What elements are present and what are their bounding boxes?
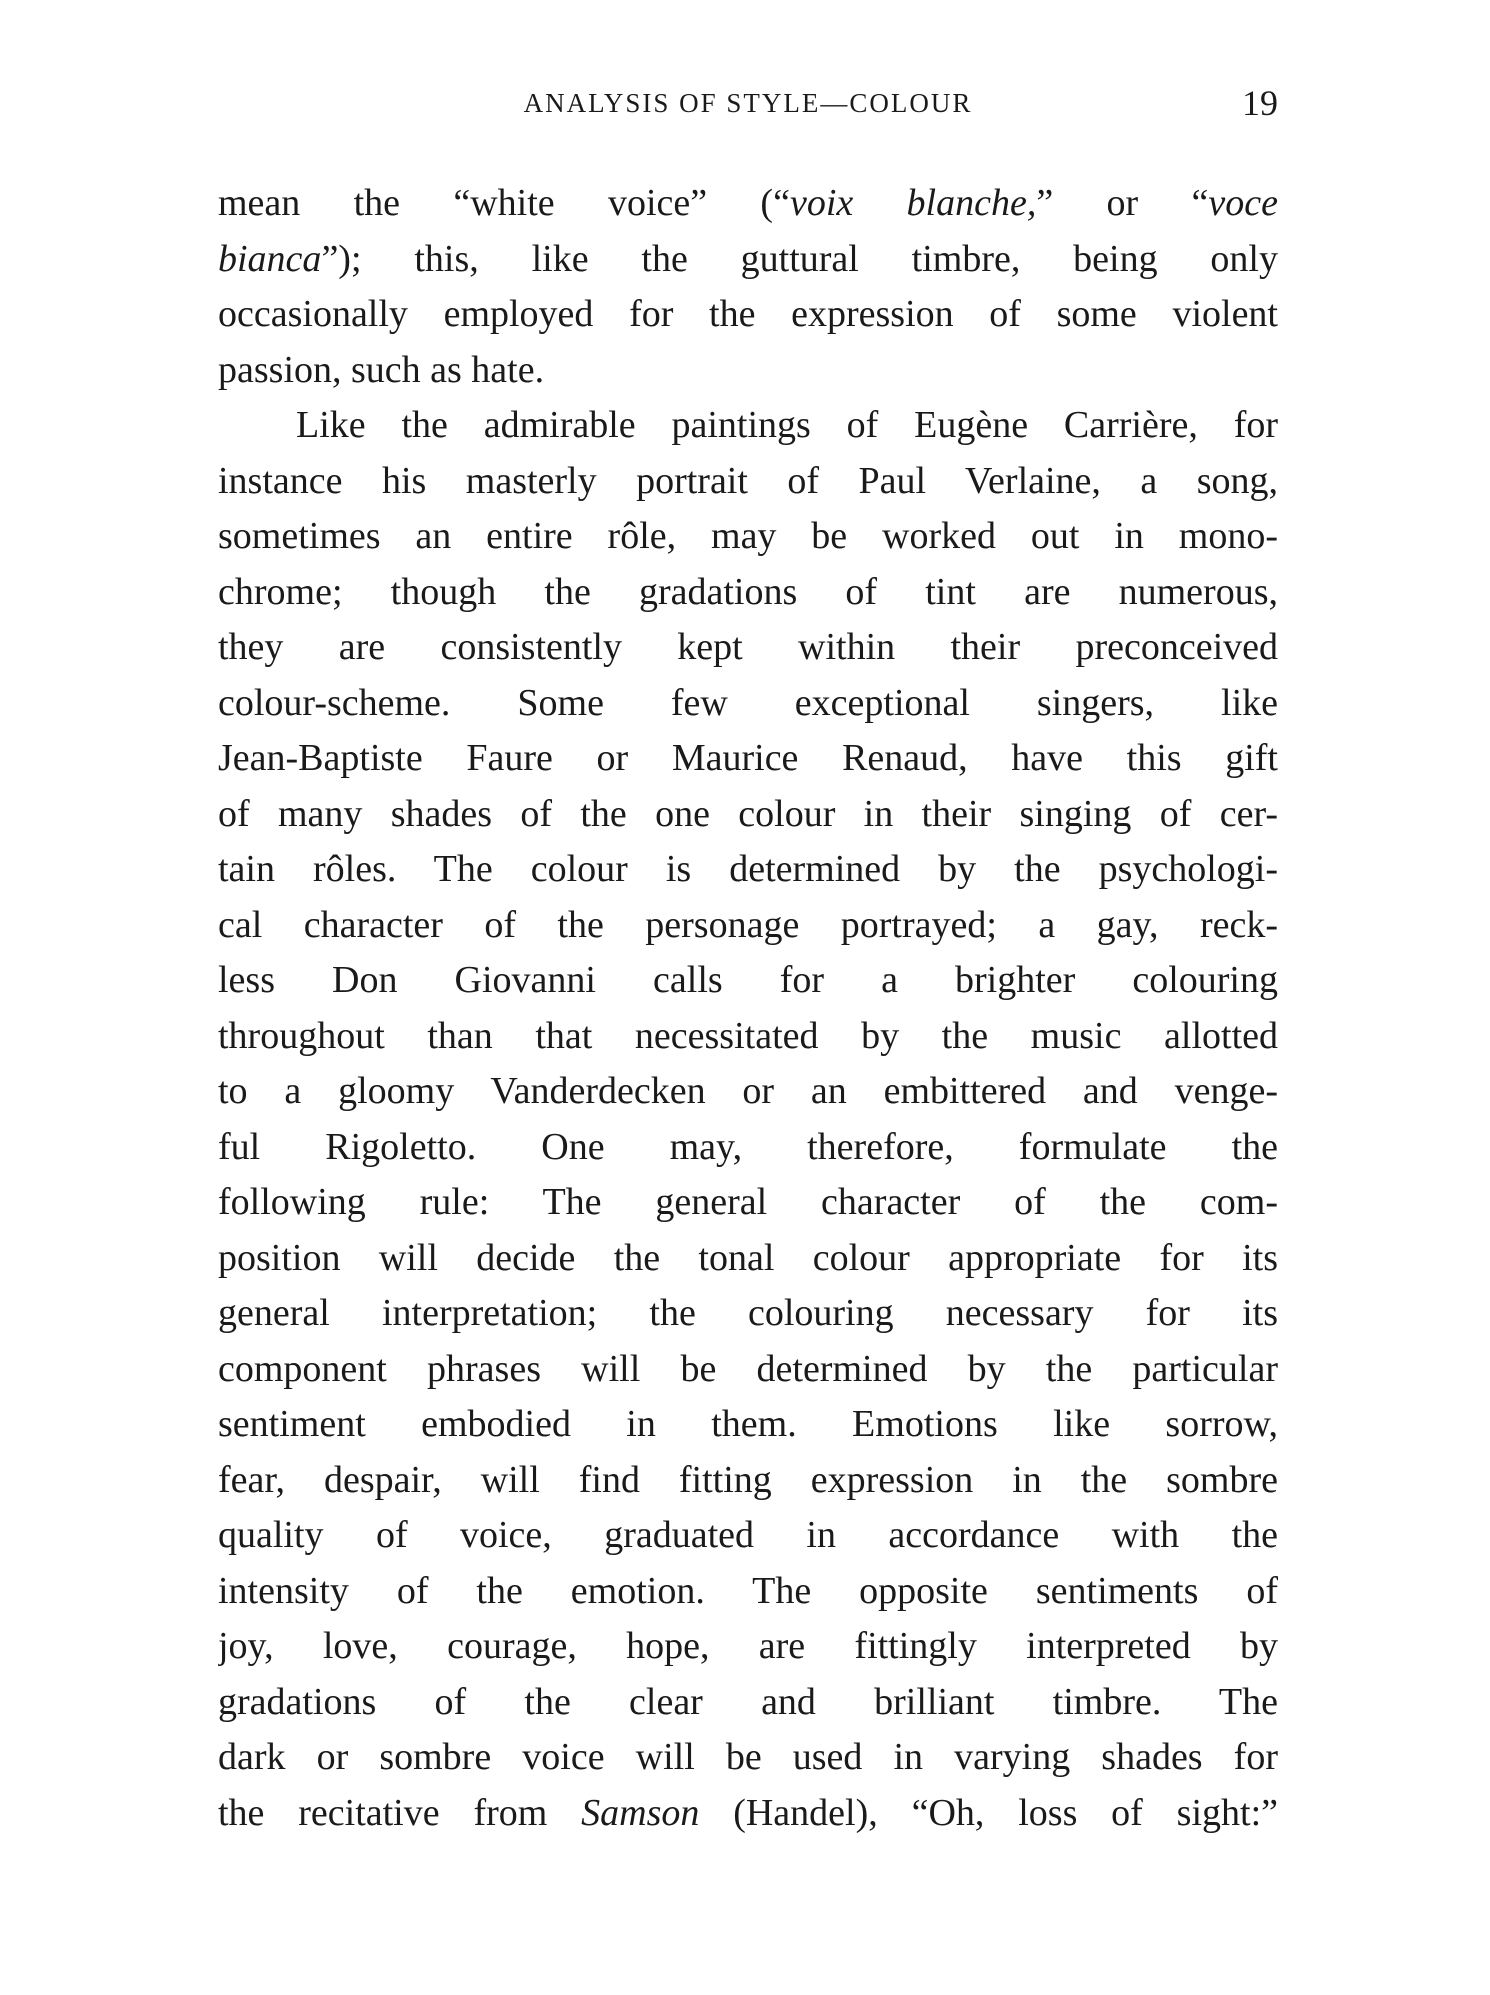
text-segment: general interpretation; the colouring necessary for its	[218, 1292, 1278, 1334]
italic-text: Samson	[581, 1791, 700, 1834]
text-segment: ” or “	[1036, 182, 1209, 224]
italic-text: bianca	[218, 237, 322, 280]
text-line	[218, 1564, 1278, 1620]
text-line	[218, 953, 1278, 1009]
text-line	[218, 620, 1278, 676]
text-segment: component phrases will be determined by the particular	[218, 1347, 1278, 1390]
text-line	[218, 1064, 1278, 1120]
italic-text: voix blanche,	[789, 182, 1037, 224]
text-line	[218, 787, 1278, 843]
text-segment: occasionally employed for the expression of some violent	[218, 293, 1278, 335]
text-line	[218, 676, 1278, 732]
text-line	[218, 1120, 1278, 1176]
text-line	[218, 842, 1278, 898]
text-segment: of many shades of the one colour in their singing of cer-	[218, 792, 1278, 835]
text-segment: mean the “white voice” (“	[218, 182, 790, 224]
body-text	[218, 176, 1278, 1841]
page-header	[218, 82, 1278, 122]
text-line	[218, 1397, 1278, 1453]
text-segment: intensity of the emotion. The opposite sentiments of	[218, 1569, 1278, 1612]
text-segment: to a gloomy Vanderdecken or an embittered and venge-	[218, 1070, 1278, 1112]
text-segment: chrome; though the gradations of tint are numerous,	[218, 570, 1278, 613]
text-line	[218, 565, 1278, 621]
text-line	[218, 176, 1278, 232]
text-line	[218, 1508, 1278, 1564]
text-line	[218, 1342, 1278, 1398]
text-line	[218, 1009, 1278, 1065]
text-segment: joy, love, courage, hope, are fittingly interpreted by	[218, 1625, 1278, 1667]
text-line	[218, 1786, 1278, 1842]
text-line	[218, 398, 1278, 454]
text-line	[218, 1175, 1278, 1231]
text-segment: (Handel), “Oh, loss of sight:”	[699, 1791, 1278, 1834]
text-segment: cal character of the personage portrayed; a gay, reck-	[218, 903, 1278, 946]
text-line	[218, 1286, 1278, 1342]
text-segment: ”); this, like the guttural timbre, being only	[321, 237, 1278, 280]
text-line	[218, 1730, 1278, 1786]
italic-text: voce	[1208, 182, 1278, 224]
text-line	[218, 232, 1278, 288]
text-line	[218, 731, 1278, 787]
text-segment: quality of voice, graduated in accordance with the	[218, 1514, 1278, 1556]
page-number: 19	[1242, 83, 1278, 123]
text-segment: sometimes an entire rôle, may be worked out in mono-	[218, 515, 1278, 557]
text-segment: throughout than that necessitated by the music allotted	[218, 1014, 1278, 1057]
text-segment: they are consistently kept within their preconceived	[218, 626, 1278, 668]
running-head: ANALYSIS OF STYLE—COLOUR	[523, 88, 973, 118]
text-segment: tain rôles. The colour is determined by the psychologi-	[218, 848, 1278, 890]
text-segment: gradations of the clear and brilliant timbre. The	[218, 1680, 1278, 1723]
text-segment: colour-scheme. Some few exceptional singers, like	[218, 681, 1278, 724]
text-segment: Jean-Baptiste Faure or Maurice Renaud, have this gift	[218, 737, 1278, 779]
text-segment: instance his masterly portrait of Paul Verlaine, a song,	[218, 459, 1278, 502]
text-line	[218, 1675, 1278, 1731]
text-segment: position will decide the tonal colour appropriate for its	[218, 1236, 1278, 1279]
text-line	[218, 454, 1278, 510]
text-line	[218, 343, 1278, 399]
text-segment: Like the admirable paintings of Eugène Carrière, for	[296, 404, 1278, 446]
text-line	[218, 1619, 1278, 1675]
text-segment: fear, despair, will find fitting expression in the sombre	[218, 1458, 1278, 1501]
text-segment: less Don Giovanni calls for a brighter colouring	[218, 959, 1278, 1001]
text-segment: the recitative from	[218, 1791, 582, 1834]
text-segment: dark or sombre voice will be used in varying shades for	[218, 1736, 1278, 1778]
text-line	[218, 509, 1278, 565]
text-line	[218, 1453, 1278, 1509]
text-segment: passion, such as hate.	[218, 348, 545, 391]
text-segment: ful Rigoletto. One may, therefore, formulate the	[218, 1125, 1278, 1168]
text-segment: following rule: The general character of the com-	[218, 1181, 1278, 1223]
text-line	[218, 1231, 1278, 1287]
text-line	[218, 287, 1278, 343]
text-segment: sentiment embodied in them. Emotions like sorrow,	[218, 1403, 1278, 1445]
text-line	[218, 898, 1278, 954]
